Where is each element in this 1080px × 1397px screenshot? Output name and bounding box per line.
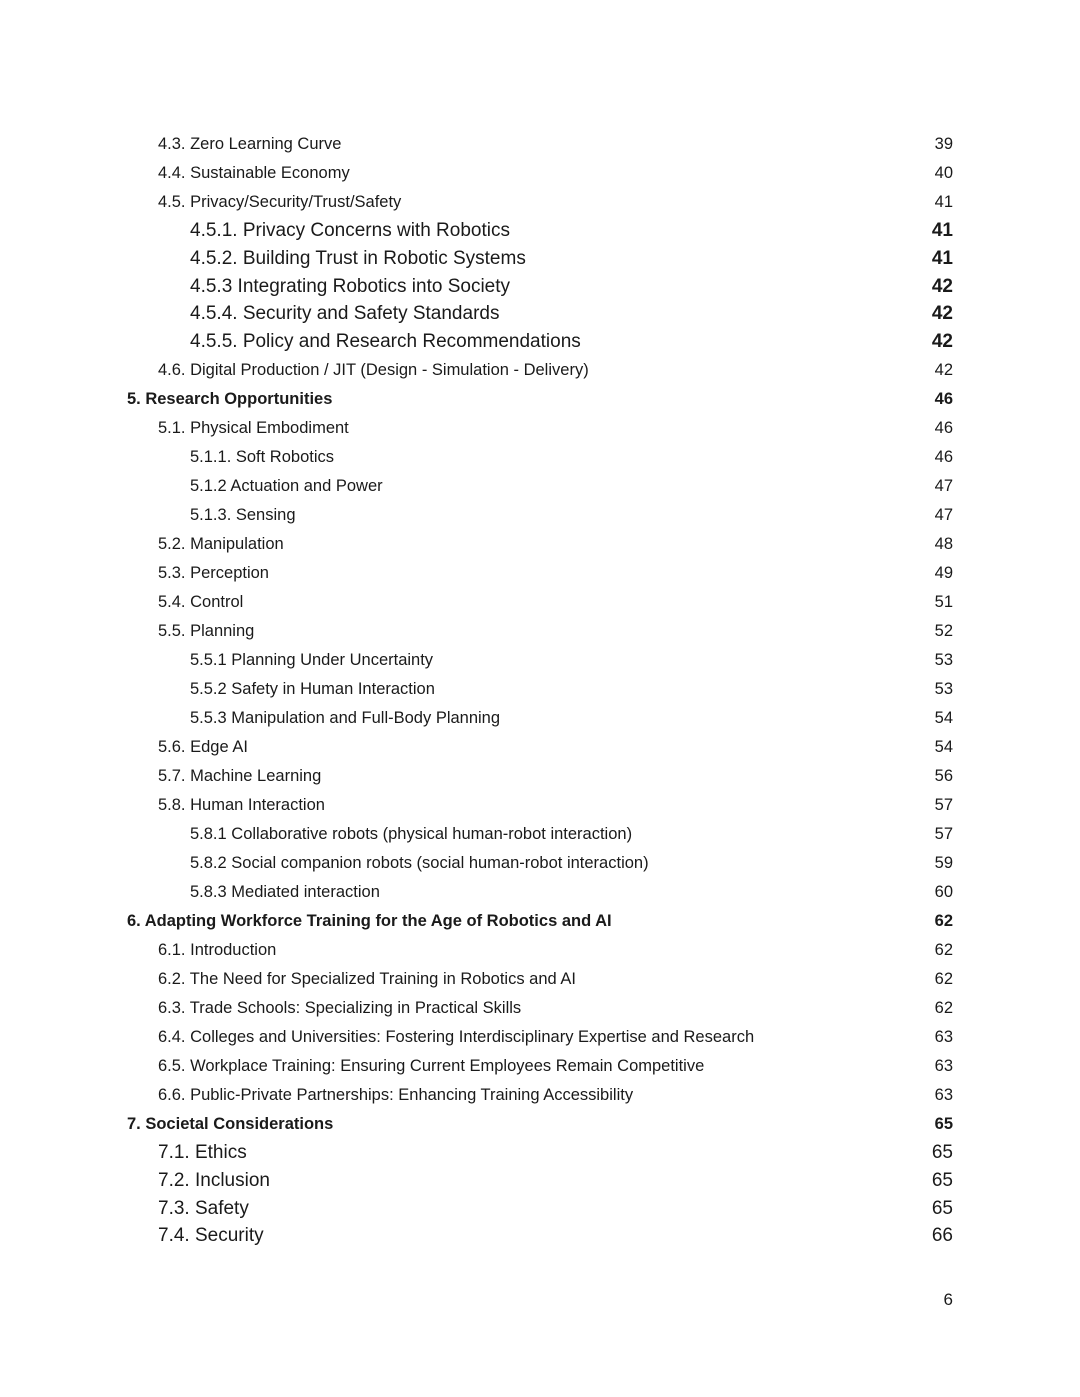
toc-entry[interactable]	[0, 646, 1080, 675]
toc-entry[interactable]	[0, 675, 1080, 704]
toc-entry[interactable]	[0, 472, 1080, 501]
toc-entry[interactable]	[0, 791, 1080, 820]
toc-entry-page: 42	[934, 360, 953, 379]
toc-entry-title: 6.3. Trade Schools: Specializing in Practical Skills	[158, 998, 522, 1017]
toc-entry-page: 42	[931, 303, 953, 325]
toc-entry[interactable]	[0, 762, 1080, 791]
toc-entry-page: 60	[934, 882, 953, 901]
toc-entry-page: 51	[934, 592, 953, 611]
toc-entry-title: 6.1. Introduction	[158, 940, 277, 959]
toc-entry-page: 59	[934, 853, 953, 872]
toc-entry-page: 53	[934, 650, 953, 669]
toc-entry-title: 5.1. Physical Embodiment	[158, 418, 349, 437]
toc-entry[interactable]	[0, 936, 1080, 965]
toc-entry-title: 5.5. Planning	[158, 621, 255, 640]
toc-entry[interactable]	[0, 559, 1080, 588]
toc-entry-page: 46	[934, 389, 953, 408]
toc-entry[interactable]	[0, 1139, 1080, 1167]
toc-entry-title: 5.1.1. Soft Robotics	[190, 447, 334, 466]
toc-entry-page: 63	[934, 1085, 953, 1104]
toc-entry[interactable]	[0, 356, 1080, 385]
toc-entry-page: 65	[931, 1141, 953, 1163]
toc-entry-title: 4.5.1. Privacy Concerns with Robotics	[190, 220, 510, 241]
toc-entry-title: 7.3. Safety	[158, 1197, 249, 1219]
toc-entry[interactable]	[0, 1081, 1080, 1110]
toc-entry-page: 41	[931, 220, 953, 241]
toc-entry-title: 5.4. Control	[158, 592, 244, 611]
toc-entry-title: 6. Adapting Workforce Training for the Age of Robotics and AI	[127, 911, 612, 930]
toc-entry[interactable]	[0, 1052, 1080, 1081]
toc-entry-page: 62	[934, 969, 953, 988]
toc-entry-page: 66	[931, 1225, 953, 1247]
toc-entry-title: 7.4. Security	[158, 1225, 264, 1247]
toc-entry-title: 6.5. Workplace Training: Ensuring Current Employees Remain Competitive	[158, 1056, 705, 1075]
toc-entry-page: 65	[931, 1169, 953, 1191]
toc-entry-page: 40	[934, 164, 953, 182]
toc-entry[interactable]	[0, 588, 1080, 617]
toc-entry[interactable]	[0, 878, 1080, 907]
toc-entry-title: 4.3. Zero Learning Curve	[158, 135, 342, 153]
toc-entry-page: 42	[931, 275, 953, 297]
toc-entry-page: 63	[934, 1056, 953, 1075]
toc-entry-page: 48	[934, 534, 953, 553]
toc-entry-title: 4.6. Digital Production / JIT (Design - Simulation - Delivery)	[158, 360, 589, 379]
toc-entry-title: 5.5.3 Manipulation and Full-Body Planning	[190, 708, 501, 727]
toc-entry[interactable]	[0, 1023, 1080, 1052]
toc-entry[interactable]	[0, 414, 1080, 443]
toc-entry-title: 4.5.3 Integrating Robotics into Society	[190, 275, 511, 297]
toc-entry-title: 5.5.1 Planning Under Uncertainty	[190, 650, 434, 669]
toc-entry-title: 4.5.2. Building Trust in Robotic Systems	[190, 247, 526, 269]
toc-entry[interactable]	[0, 733, 1080, 762]
toc-entry[interactable]	[0, 501, 1080, 530]
toc-entry[interactable]	[0, 245, 1080, 273]
toc-entry-page: 46	[934, 418, 953, 437]
toc-entry[interactable]	[0, 188, 1080, 217]
toc-entry-page: 54	[934, 708, 953, 727]
toc-entry[interactable]	[0, 530, 1080, 559]
toc-entry[interactable]	[0, 1195, 1080, 1223]
toc-entry-title: 5.1.3. Sensing	[190, 505, 296, 524]
toc-entry-title: 4.4. Sustainable Economy	[158, 164, 350, 182]
toc-entry-title: 5.7. Machine Learning	[158, 766, 322, 785]
toc-entry-page: 62	[934, 940, 953, 959]
toc-entry[interactable]	[0, 849, 1080, 878]
toc-entry-page: 57	[934, 824, 953, 843]
toc-entry-page: 42	[931, 331, 953, 353]
toc-entry[interactable]	[0, 217, 1080, 245]
toc-entry-title: 5. Research Opportunities	[127, 389, 333, 408]
toc-entry-page: 46	[934, 447, 953, 466]
toc-entry[interactable]	[0, 159, 1080, 188]
toc-entry[interactable]	[0, 820, 1080, 849]
toc-entry-title: 5.8.2 Social companion robots (social human-robot interaction)	[190, 853, 649, 872]
toc-entry-page: 65	[931, 1197, 953, 1219]
toc-entry-title: 5.3. Perception	[158, 563, 269, 582]
toc-entry-page: 41	[931, 247, 953, 269]
toc-entry-title: 6.6. Public-Private Partnerships: Enhancing Training Accessibility	[158, 1085, 634, 1104]
toc-entry[interactable]	[0, 965, 1080, 994]
toc-entry-page: 52	[934, 621, 953, 640]
toc-entry-page: 62	[934, 998, 953, 1017]
toc-entry[interactable]	[0, 443, 1080, 472]
toc-entry-title: 7.2. Inclusion	[158, 1169, 270, 1191]
toc-entry-page: 62	[934, 911, 953, 930]
toc-entry-title: 5.8.3 Mediated interaction	[190, 882, 380, 901]
toc-entry-title: 6.2. The Need for Specialized Training in Robotics and AI	[158, 969, 576, 988]
toc-entry-page: 47	[934, 476, 953, 495]
toc-entry[interactable]	[0, 300, 1080, 328]
toc-entry[interactable]	[0, 273, 1080, 301]
toc-entry-title: 4.5.4. Security and Safety Standards	[190, 303, 500, 325]
toc-entry[interactable]	[0, 1167, 1080, 1195]
toc-entry[interactable]	[0, 994, 1080, 1023]
toc-entry-page: 39	[934, 135, 953, 153]
toc-entry[interactable]	[0, 617, 1080, 646]
toc-entry[interactable]	[0, 328, 1080, 356]
toc-entry[interactable]	[0, 1110, 1080, 1139]
toc-entry-title: 4.5.5. Policy and Research Recommendations	[190, 331, 581, 353]
toc-entry[interactable]	[0, 1222, 1080, 1250]
toc-entry-page: 56	[934, 766, 953, 785]
page-number: 6	[943, 1290, 953, 1309]
toc-entry-title: 5.2. Manipulation	[158, 534, 284, 553]
toc-entry-page: 63	[934, 1027, 953, 1046]
toc-entry-title: 6.4. Colleges and Universities: Fostering Interdisciplinary Expertise and Research	[158, 1027, 755, 1046]
toc-entry-title: 4.5. Privacy/Security/Trust/Safety	[158, 193, 402, 211]
toc-entry[interactable]	[0, 907, 1080, 936]
toc-entry-title: 5.8. Human Interaction	[158, 795, 325, 814]
toc-entry-page: 41	[934, 193, 953, 211]
toc-entry-title: 5.8.1 Collaborative robots (physical human-robot interaction)	[190, 824, 633, 843]
toc-entry[interactable]	[0, 704, 1080, 733]
toc-entry-page: 57	[934, 795, 953, 814]
toc-entry-title: 5.5.2 Safety in Human Interaction	[190, 679, 435, 698]
table-of-contents	[0, 130, 1080, 1250]
toc-entry-title: 5.6. Edge AI	[158, 737, 248, 756]
toc-entry-page: 53	[934, 679, 953, 698]
toc-entry-page: 54	[934, 737, 953, 756]
toc-entry[interactable]	[0, 385, 1080, 414]
toc-entry-page: 49	[934, 563, 953, 582]
toc-entry-title: 7.1. Ethics	[158, 1141, 247, 1163]
toc-entry-title: 5.1.2 Actuation and Power	[190, 476, 383, 495]
toc-entry-title: 7. Societal Considerations	[127, 1114, 334, 1133]
toc-entry-page: 65	[934, 1114, 953, 1133]
toc-entry-page: 47	[934, 505, 953, 524]
toc-entry[interactable]	[0, 130, 1080, 159]
